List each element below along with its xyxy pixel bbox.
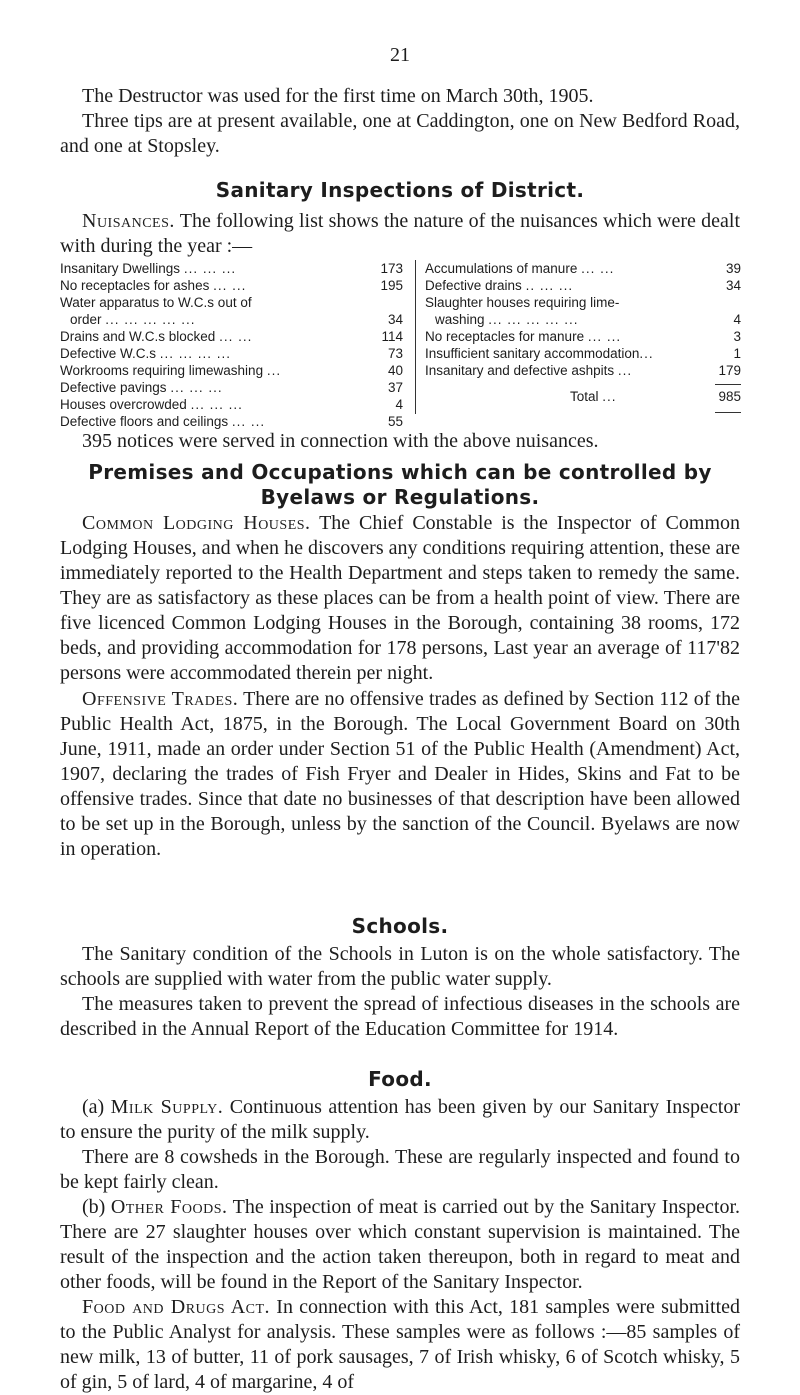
- nuisances-table-left: [60, 260, 403, 430]
- total-row: Total ... 985: [570, 389, 741, 404]
- table-row: Insanitary and defective ashpits ... 179: [425, 363, 741, 378]
- intro-paragraph-1: The Destructor was used for the first time on March 30th, 1905.: [82, 85, 594, 107]
- table-row: Insanitary Dwellings ... ... ... 173: [60, 261, 403, 276]
- page-number: 21: [390, 44, 410, 66]
- table-row: Workrooms requiring limewashing ... 40: [60, 363, 403, 378]
- table-row: Drains and W.C.s blocked ... ... 114: [60, 329, 403, 344]
- table-row: Defective drains .. ... ... 34: [425, 278, 741, 293]
- notices-text: 395 notices were served in connection with the above nuisances.: [82, 430, 599, 452]
- intro-paragraph-2: Three tips are at present available, one at Caddington, one on New Bedford Road, and one at Stopsley.: [60, 110, 740, 157]
- offensive-lead: Offensive Trades.: [82, 688, 239, 710]
- premises-heading: Premises and Occupations which can be controlled by Byelaws or Regulations.: [88, 460, 712, 509]
- schools-paragraph-2: The measures taken to prevent the spread of infectious diseases in the schools are described in the Annual Report of the Education Committee for 1914.: [60, 993, 740, 1040]
- nuisances-intro-text: The following list shows the nature of the nuisances which were dealt with during the year :—: [60, 210, 740, 257]
- table-row: order ... ... ... ... ... 34: [70, 312, 403, 327]
- total-rule-bottom: [715, 412, 741, 413]
- table-row: Accumulations of manure ... ... 39: [425, 261, 741, 276]
- table-row: Defective floors and ceilings ... ... 55: [60, 414, 403, 429]
- table-row: Houses overcrowded ... ... ... 4: [60, 397, 403, 412]
- milk-paragraph: (a) Milk Supply. Continuous attention has been given by our Sanitary Inspector to ensure the purity of the milk supply.: [60, 1096, 740, 1143]
- total-rule-top: [715, 384, 741, 385]
- table-row: Defective pavings ... ... ... 37: [60, 380, 403, 395]
- lodging-paragraph: Common Lodging Houses. The Chief Constable is the Inspector of Common Lodging Houses, and when he discovers any conditions requiring attention, these are immediately reported to the Health Department and steps taken to remedy the same. They are as satisfactory as these places can be from a health point of view. There are five licenced Common Lodging Houses in the Borough, containing 38 rooms, 172 beds, and providing accommodation for 178 persons, Last year an average of 117'82 persons were accommodated therein per night.: [60, 512, 740, 684]
- table-row: Water apparatus to W.C.s out of: [60, 295, 252, 310]
- table-row: washing ... ... ... ... ... 4: [435, 312, 741, 327]
- lodging-lead: Common Lodging Houses.: [82, 512, 311, 534]
- nuisances-table-right: [415, 260, 741, 414]
- nuisances-lead: Nuisances.: [82, 210, 175, 232]
- cowsheds-paragraph: There are 8 cowsheds in the Borough. These are regularly inspected and found to be kept fairly clean.: [60, 1146, 740, 1193]
- table-row: No receptacles for ashes ... ... 195: [60, 278, 403, 293]
- intro-section: [60, 84, 740, 159]
- food-section: [60, 1095, 740, 1395]
- schools-section: [60, 942, 740, 1042]
- other-foods-paragraph: (b) Other Foods. The inspection of meat is carried out by the Sanitary Inspector. There are 27 slaughter houses over which constant supervision is maintained. The result of the inspection and the action taken thereupon, both in regard to meat and other foods, will be found in the Report of the Sanitary Inspector.: [60, 1196, 741, 1293]
- premises-section: [60, 511, 740, 862]
- food-heading: Food.: [368, 1067, 432, 1091]
- drugs-paragraph: Food and Drugs Act. In connection with this Act, 181 samples were submitted to the Public Analyst for analysis. These samples were as follows :—85 samples of new milk, 13 of butter, 11 of pork sausages, 7 of Irish whisky, 6 of Scotch whisky, 5 of gin, 5 of lard, 4 of margarine, 4 of: [60, 1296, 741, 1393]
- offensive-paragraph: Offensive Trades. There are no offensive trades as defined by Section 112 of the Public Health Act, 1875, in the Borough. The Local Government Board on 30th June, 1911, made an order under Section 51 of the Public Health (Amendment) Act, 1907, declaring the trades of Fish Fryer and Dealer in Hides, Skins and Fat to be offensive trades. Since that date no businesses of that description have been allowed to be set up in the Borough, unless by the sanction of the Council. Byelaws are now in operation.: [60, 688, 741, 860]
- table-row: Insufficient sanitary accommodation... 1: [425, 346, 741, 361]
- schools-paragraph-1: The Sanitary condition of the Schools in Luton is on the whole satisfactory. The schools are supplied with water from the public water supply.: [60, 943, 740, 990]
- sanitary-heading: Sanitary Inspections of District.: [215, 178, 585, 202]
- table-row: Slaughter houses requiring lime-: [425, 295, 620, 310]
- nuisances-intro: [60, 209, 740, 259]
- table-row: Defective W.C.s ... ... ... ... 73: [60, 346, 403, 361]
- table-row: No receptacles for manure ... ... 3: [425, 329, 741, 344]
- schools-heading: Schools.: [351, 914, 449, 938]
